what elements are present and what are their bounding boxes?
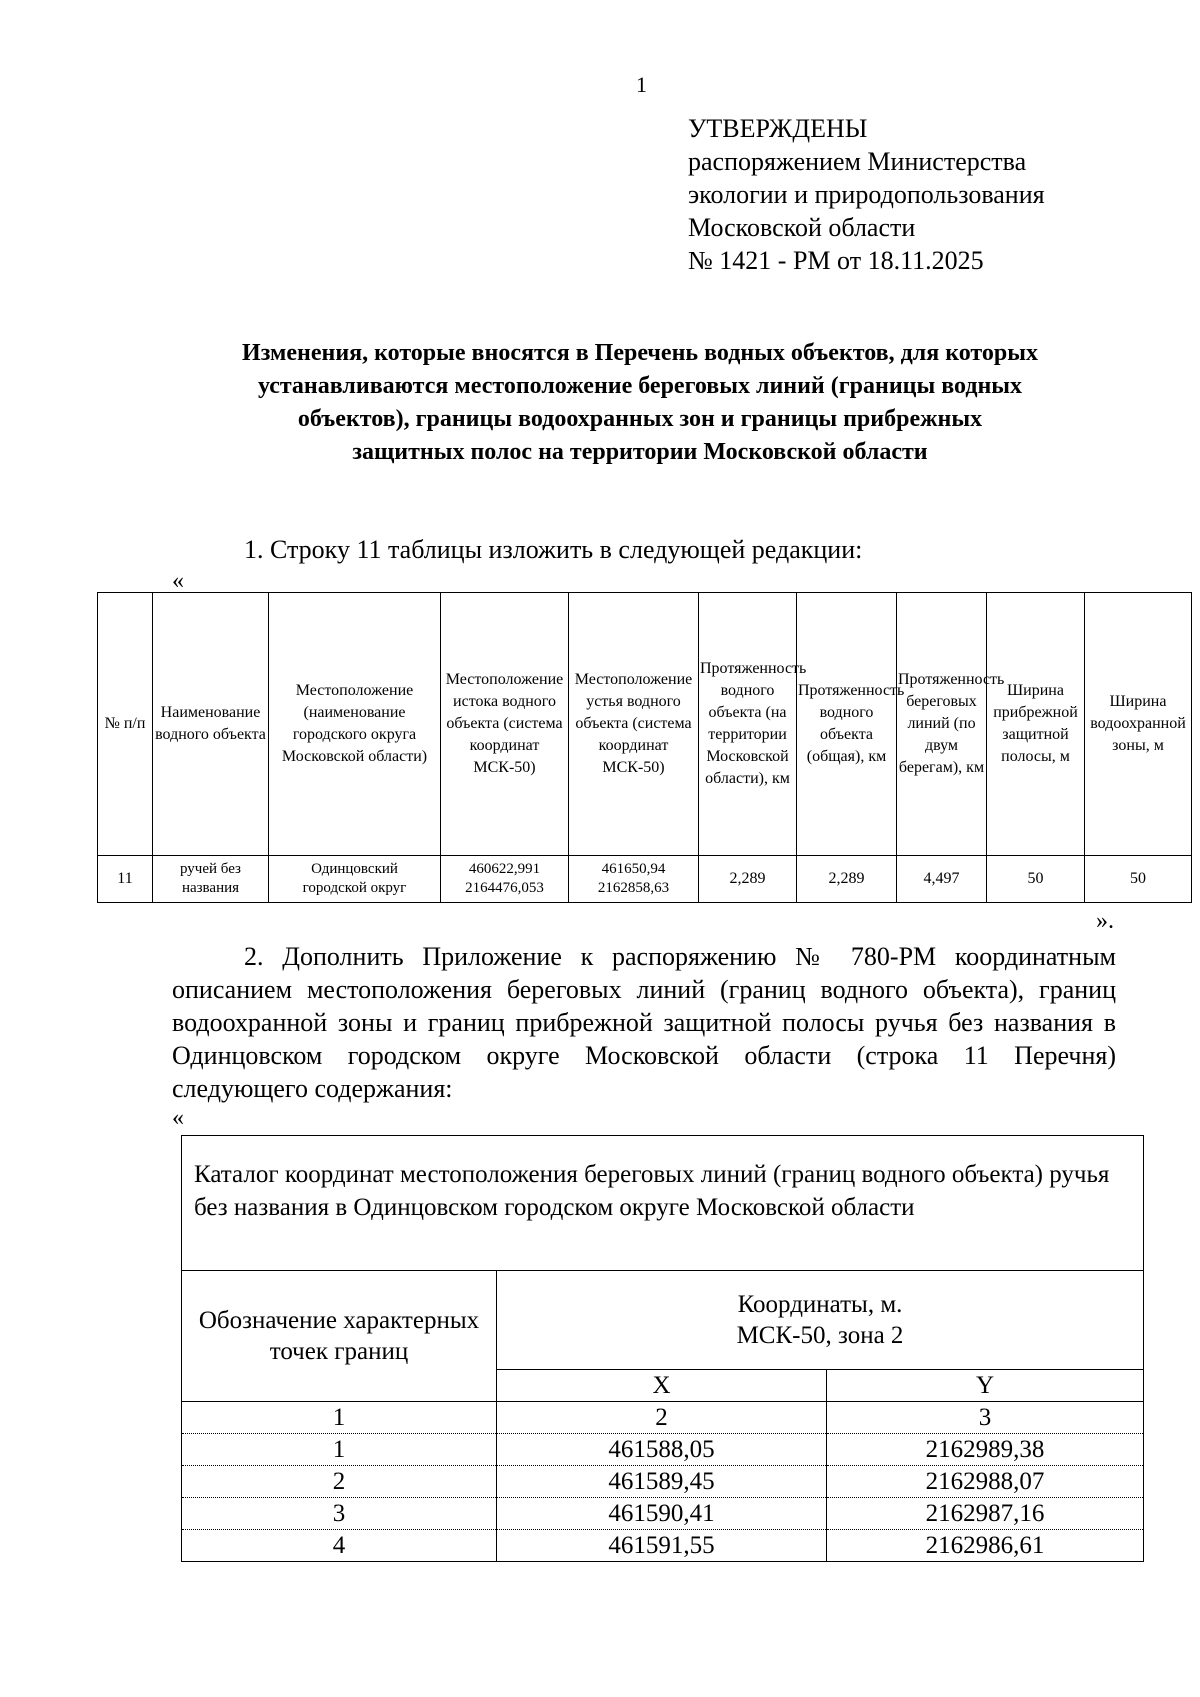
header-length-total: Протяженность водного объекта (общая), км: [797, 593, 897, 856]
cell-point: 1: [182, 1434, 497, 1466]
title-line: устанавливаются местоположение береговых линий (границы водных: [257, 373, 1023, 399]
cell-name-line: ручей без: [180, 861, 241, 877]
cell-coastal-width: 50: [987, 856, 1085, 903]
table-row: [182, 1498, 1144, 1530]
close-quote: ».: [1096, 908, 1114, 934]
approval-line: № 1421 - РМ от 18.11.2025: [688, 246, 984, 275]
approval-line: распоряжением Министерства: [688, 147, 1027, 176]
cell-point: 3: [182, 1498, 497, 1530]
cell-point: 2: [182, 1466, 497, 1498]
approval-block: [688, 112, 1045, 277]
cell-shore-length: 4,497: [897, 856, 987, 903]
column-number: 3: [827, 1402, 1144, 1434]
cell-length-mo: 2,289: [699, 856, 797, 903]
cell-x: 461589,45: [497, 1466, 827, 1498]
cell-name-line: названия: [181, 880, 240, 896]
cell-district-line: городской округ: [302, 880, 407, 896]
header-length-mo: Протяженность водного объекта (на территории Московской области), км: [699, 593, 797, 856]
title-line: защитных полос на территории Московской области: [352, 439, 928, 465]
cell-district: [269, 856, 441, 903]
table-row: [98, 856, 1192, 903]
column-number: 1: [182, 1402, 497, 1434]
water-objects-table: [97, 592, 1192, 903]
header-mouth: Местоположение устья водного объекта (система координат МСК-50): [569, 593, 699, 856]
paragraph-1: 1. Строку 11 таблицы изложить в следующей редакции:: [244, 535, 863, 564]
page-number: 1: [636, 72, 647, 97]
cell-mouth-line: 2162858,63: [597, 880, 670, 896]
cell-x: 461588,05: [497, 1434, 827, 1466]
header-name: Наименование водного объекта: [153, 593, 269, 856]
cell-name: [153, 856, 269, 903]
table-row: [182, 1434, 1144, 1466]
header-coordinates: [497, 1271, 1144, 1370]
approval-line: УТВЕРЖДЕНЫ: [688, 114, 868, 143]
open-quote-2: «: [172, 1105, 184, 1131]
cell-number: 11: [98, 856, 153, 903]
column-number: 2: [497, 1402, 827, 1434]
header-y: Y: [827, 1370, 1144, 1402]
table-row: [182, 1466, 1144, 1498]
catalog-caption: Каталог координат местоположения береговых линий (границ водного объекта) ручья без названия в Одинцовском городском округе Московской области: [182, 1136, 1144, 1271]
cell-x: 461590,41: [497, 1498, 827, 1530]
document-title: [150, 337, 1130, 469]
paragraph-2: 2. Дополнить Приложение к распоряжению № 780-РМ координатным описанием местоположения береговых линий (границ водного объекта), границ водоохранной зоны и границ прибрежной защитной полосы ручья без названия в Одинцовском городском округе Московской области (строка 11 Перечня) следующего содержания:: [172, 942, 1116, 1103]
header-number: № п/п: [98, 593, 153, 856]
cell-point: 4: [182, 1530, 497, 1562]
cell-y: 2162986,61: [827, 1530, 1144, 1562]
cell-water-zone-width: 50: [1085, 856, 1192, 903]
header-source: Местоположение истока водного объекта (система координат МСК-50): [441, 593, 569, 856]
header-coordinates-line: МСК-50, зона 2: [736, 1322, 904, 1349]
header-point-designation: Обозначение характерных точек границ: [182, 1271, 497, 1402]
table-row: [182, 1530, 1144, 1562]
header-coordinates-line: Координаты, м.: [737, 1291, 903, 1318]
header-x: X: [497, 1370, 827, 1402]
header-water-zone-width: Ширина водоохранной зоны, м: [1085, 593, 1192, 856]
title-line: Изменения, которые вносятся в Перечень водных объектов, для которых: [242, 340, 1038, 366]
approval-line: Московской области: [688, 213, 916, 242]
cell-source: [441, 856, 569, 903]
header-shore-length: Протяженность береговых линий (по двум берегам), км: [897, 593, 987, 856]
cell-length-total: 2,289: [797, 856, 897, 903]
cell-mouth: [569, 856, 699, 903]
open-quote: «: [172, 568, 184, 594]
cell-mouth-line: 461650,94: [601, 861, 666, 877]
cell-y: 2162989,38: [827, 1434, 1144, 1466]
header-coastal-width: Ширина прибрежной защитной полосы, м: [987, 593, 1085, 856]
cell-y: 2162988,07: [827, 1466, 1144, 1498]
header-location: Местоположение (наименование городского округа Московской области): [269, 593, 441, 856]
title-line: объектов), границы водоохранных зон и границы прибрежных: [297, 406, 983, 432]
coordinates-catalog-table: [181, 1135, 1144, 1562]
cell-source-line: 460622,991: [468, 861, 541, 877]
cell-source-line: 2164476,053: [465, 880, 544, 896]
cell-district-line: Одинцовский: [311, 861, 398, 877]
cell-x: 461591,55: [497, 1530, 827, 1562]
column-number-row: [182, 1402, 1144, 1434]
cell-y: 2162987,16: [827, 1498, 1144, 1530]
approval-line: экологии и природопользования: [688, 180, 1045, 209]
